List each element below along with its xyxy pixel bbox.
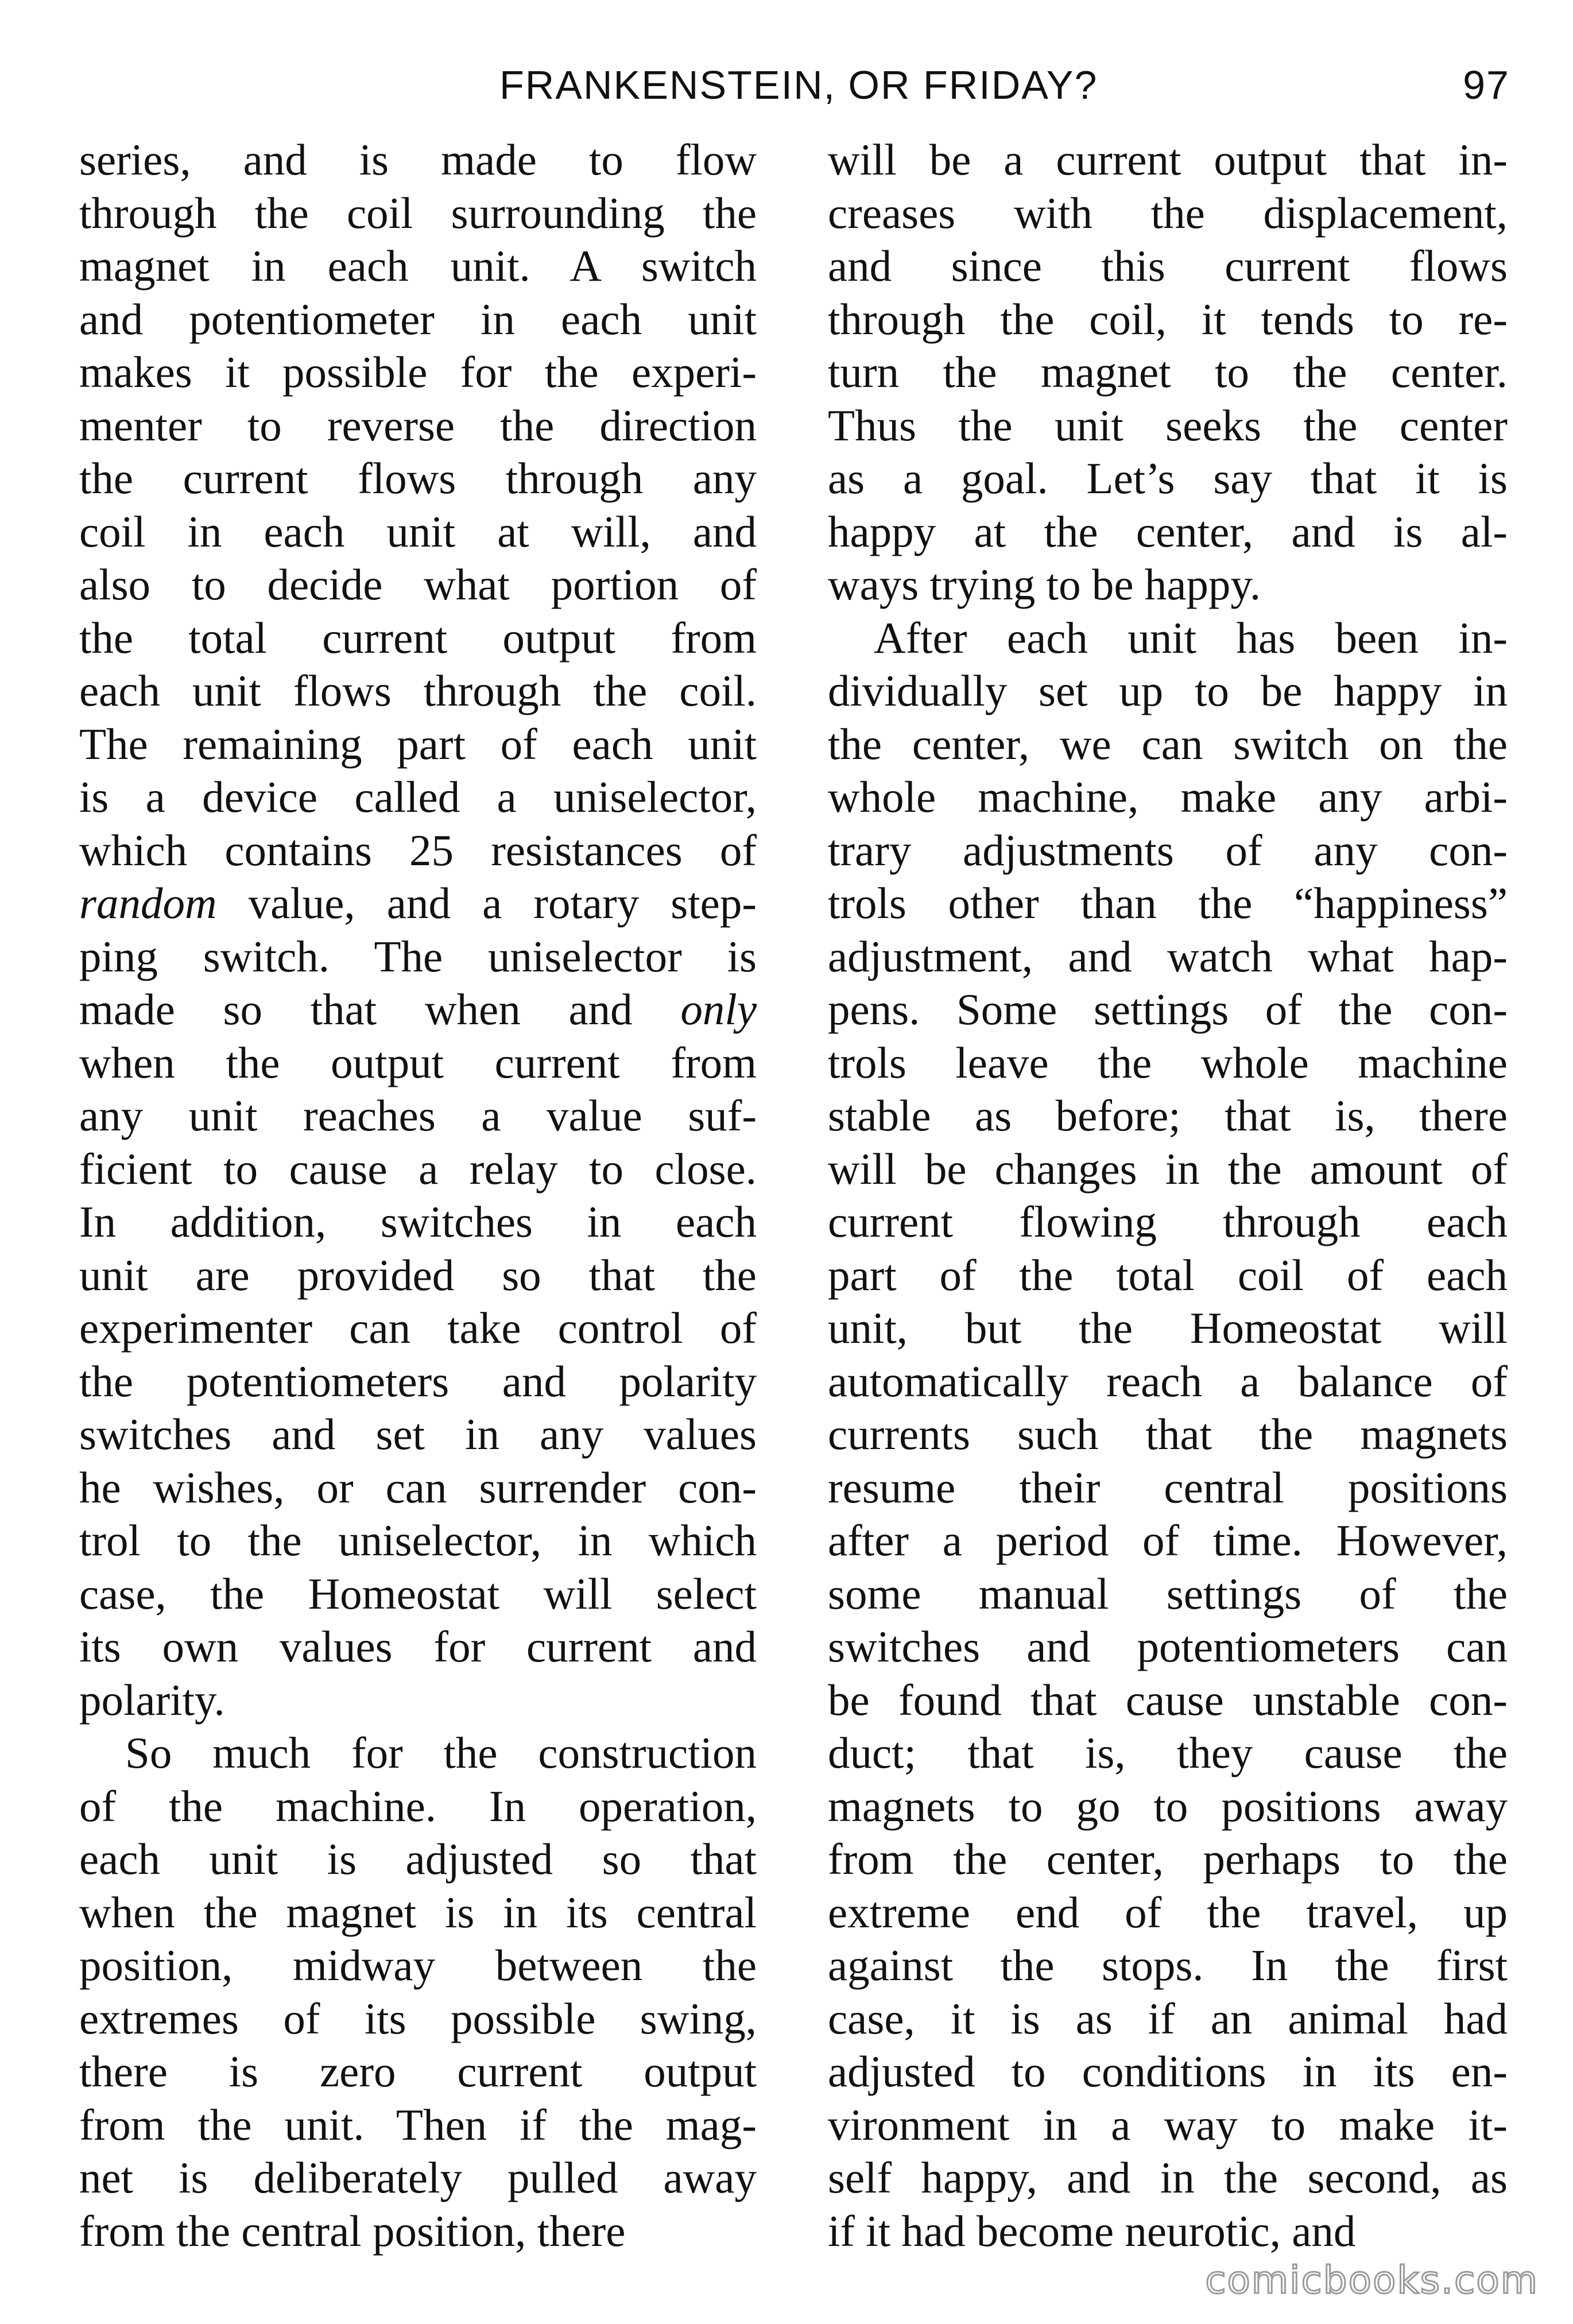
text-line: So much for the construction [125,1728,757,1777]
text-line: Thus the unit seeks the center [828,400,1508,450]
text-line: position, midway between the [79,1940,757,1990]
text-line: after a period of time. However, [828,1516,1508,1565]
text-line: through the coil, it tends to re- [828,294,1508,344]
emphasis: only [680,985,757,1034]
text-line: magnets to go to positions away [828,1781,1508,1831]
text-line: each unit is adjusted so that [79,1834,757,1884]
text-line: trol to the uniselector, in which [79,1516,757,1565]
text-line: the total current output from [79,613,757,663]
text-line: automatically reach a balance of [828,1356,1508,1406]
text-line: creases with the displacement, [828,188,1508,238]
text-line: polarity. [79,1675,225,1725]
text-line: whole machine, make any arbi- [828,772,1508,822]
text-line: and potentiometer in each unit [79,294,757,344]
text-line: its own values for current and [79,1622,757,1671]
text-line: of the machine. In operation, [79,1781,757,1831]
text-line: ping switch. The uniselector is [79,931,757,981]
running-head [0,62,1573,114]
text-line: and since this current flows [828,241,1508,290]
text-line: from the central position, there [79,2206,626,2256]
text-line: the center, we can switch on the [828,719,1508,769]
text-line: unit are provided so that the [79,1250,757,1300]
text-line: turn the magnet to the center. [828,347,1508,397]
text-line: which contains 25 resistances of [79,825,757,875]
text-line: adjusted to conditions in its en- [828,2047,1508,2096]
text-line: random value, and a rotary step- [79,878,757,928]
text-line: series, and is made to flow [79,135,757,184]
text-line: trols leave the whole machine [828,1037,1508,1087]
text-line: ways trying to be happy. [828,560,1261,609]
emphasis: random [79,878,217,928]
text-line: when the output current from [79,1037,757,1087]
text-line: extreme end of the travel, up [828,1887,1508,1937]
text-line: vironment in a way to make it- [828,2100,1508,2149]
text-line: case, the Homeostat will select [79,1568,757,1618]
text-line: magnet in each unit. A switch [79,241,757,290]
text-line: through the coil surrounding the [79,188,757,238]
text-line: some manual settings of the [828,1568,1508,1618]
text-line: dividually set up to be happy in [828,666,1508,715]
text-line: self happy, and in the second, as [828,2153,1508,2202]
text-line: will be a current output that in- [828,135,1508,184]
text-line: switches and potentiometers can [828,1622,1508,1671]
text-line: if it had become neurotic, and [828,2206,1356,2256]
text-line: stable as before; that is, there [828,1091,1508,1140]
text-line: as a goal. Let’s say that it is [828,454,1508,503]
text-line: current flowing through each [828,1197,1508,1246]
text-line: against the stops. In the first [828,1940,1508,1990]
text-line: also to decide what portion of [79,560,757,609]
text-line: menter to reverse the direction [79,400,757,450]
running-title: FRANKENSTEIN, OR FRIDAY? [499,63,1098,107]
text-line: makes it possible for the experi- [79,347,757,397]
text-line: any unit reaches a value suf- [79,1091,757,1140]
text-line: part of the total coil of each [828,1250,1508,1300]
text-line: coil in each unit at will, and [79,506,757,556]
text-line: from the center, perhaps to the [828,1834,1508,1884]
right-column [828,133,1508,2257]
text-line: case, it is as if an animal had [828,1993,1508,2043]
text-line: happy at the center, and is al- [828,506,1508,556]
text-line: will be changes in the amount of [828,1144,1508,1194]
text-line: pens. Some settings of the con- [828,985,1508,1034]
text-line: The remaining part of each unit [79,719,757,769]
text-line: unit, but the Homeostat will [828,1303,1508,1353]
text-line: made so that when and only [79,985,757,1034]
text-line: from the unit. Then if the mag- [79,2100,757,2149]
text-line: In addition, switches in each [79,1197,757,1246]
text-line: trary adjustments of any con- [828,825,1508,875]
page-number: 97 [1463,63,1510,107]
text-line: ficient to cause a relay to close. [79,1144,757,1194]
text-line: experimenter can take control of [79,1303,757,1353]
left-column [79,133,757,2257]
text-line: After each unit has been in- [874,613,1508,663]
text-line: be found that cause unstable con- [828,1675,1508,1725]
text-line: switches and set in any values [79,1409,757,1459]
text-line: adjustment, and watch what hap- [828,931,1508,981]
text-line: when the magnet is in its central [79,1887,757,1937]
text-line: net is deliberately pulled away [79,2153,757,2202]
text-line: duct; that is, they cause the [828,1728,1508,1777]
text-line: each unit flows through the coil. [79,666,757,715]
text-line: is a device called a uniselector, [79,772,757,822]
text-line: the current flows through any [79,454,757,503]
text-line: extremes of its possible swing, [79,1993,757,2043]
text-line: resume their central positions [828,1462,1508,1512]
text-line: he wishes, or can surrender con- [79,1462,757,1512]
text-line: the potentiometers and polarity [79,1356,757,1406]
text-line: currents such that the magnets [828,1409,1508,1459]
text-line: trols other than the “happiness” [828,878,1508,928]
text-line: there is zero current output [79,2047,757,2096]
watermark: comicbooks.com [1205,2258,1539,2302]
